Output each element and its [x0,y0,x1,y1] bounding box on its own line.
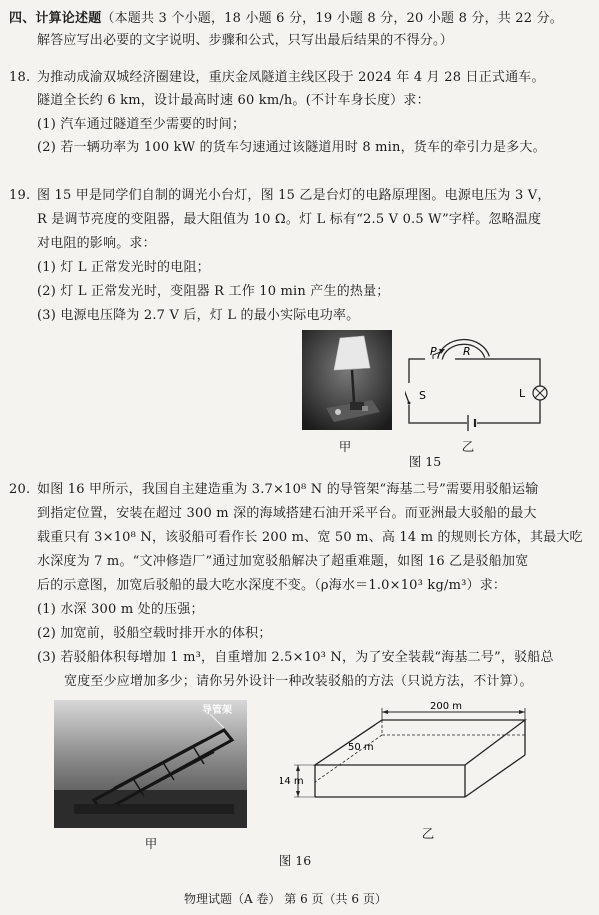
fig16-label-jia: 甲 [144,836,158,851]
q19-part-3: (3) 电源电压降为 2.7 V 后，灯 L 的最小实际电功率。 [37,308,360,323]
q19-stem-line3: 对电阻的影响。求： [37,236,156,251]
jacket-photo [54,700,247,828]
q19-number: 19. [9,188,31,203]
page-footer: 物理试题（A 卷） 第 6 页（共 6 页） [184,892,387,906]
q18-number: 18. [9,70,31,85]
q20-part-3-line2: 宽度至少应增加多少；请你另外设计一种改装驳船的方法（只说方法，不计算）。 [64,674,533,689]
q19-stem-line1 [9,187,551,204]
q20-stem-text1: 如图 16 甲所示，我国自主建造重为 3.7×10⁸ N 的导管架“海基二号”需要用驳船运输 [37,482,539,497]
lamp-photo [302,330,392,430]
fig15-caption: 图 15 [408,454,442,469]
fig16-caption: 图 16 [278,853,312,868]
circuit-label-p: P [430,345,437,358]
q20-stem-line1 [9,481,539,498]
q19-stem-text1: 图 15 甲是同学们自制的调光小台灯，图 15 乙是台灯的电路原理图。电源电压为 3 V， [37,188,551,203]
q20-part-2: (2) 加宽前，驳船空载时排开水的体积； [37,626,272,641]
section-note-line2: 解答应写出必要的文字说明、步骤和公式，只写出最后结果的不得分。） [37,33,453,48]
dim-height-label: 14 m [280,776,304,787]
section-title: 四、计算论述题 [9,11,102,26]
fig15-label-yi: 乙 [461,439,475,454]
q18-stem-text1: 为推动成渝双城经济圈建设，重庆金凤隧道主线区段于 2024 年 4 月 28 日正式通车。 [37,70,545,85]
section-header [9,10,563,27]
q19-stem-line2: R 是调节亮度的变阻器，最大阻值为 10 Ω。灯 L 标有“2.5 V 0.5 W”字样。忽略温度 [37,212,542,227]
q19-part-1: (1) 灯 L 正常发光时的电阻； [37,260,210,275]
barge-diagram [280,700,540,820]
q20-number: 20. [9,482,31,497]
circuit-label-l: L [519,387,526,400]
q20-stem-line2: 到指定位置，安装在超过 300 m 深的海域搭建石油开采平台。而亚洲最大驳船的最大 [37,506,537,521]
q20-stem-line5: 后的示意图，加宽后驳船的最大吃水深度不变。（ρ海水＝1.0×10³ kg/m³）求： [37,578,507,593]
fig15-label-jia: 甲 [338,439,352,454]
circuit-label-s: S [419,389,426,402]
q19-part-2: (2) 灯 L 正常发光时，变阻器 R 工作 10 min 产生的热量； [37,284,390,299]
dim-width-label: 50 m [348,742,374,753]
circuit-diagram [405,335,560,435]
fig16-label-yi: 乙 [421,826,435,841]
q18-stem-line2: 隧道全长约 6 km，设计最高时速 60 km/h。(不计车身长度）求： [37,93,430,108]
q18-stem-line1 [9,69,545,86]
q20-stem-line3: 载重只有 3×10⁸ N，该驳船可看作长 200 m、宽 50 m、高 14 m 的规则长方体，其最大吃 [37,530,583,545]
circuit-label-r: R [463,345,471,358]
dim-length-label: 200 m [430,701,463,712]
q18-part-2: (2) 若一辆功率为 100 kW 的货车匀速通过该隧道用时 8 min，货车的牵引力是多大。 [37,140,546,155]
q18-part-1: (1) 汽车通过隧道至少需要的时间； [37,117,246,132]
photo-label-jacket: 导管架 [202,705,232,716]
q20-part-3-line1: (3) 若驳船体积每增加 1 m³，自重增加 2.5×10³ N，为了安全装载“海基二号”，驳船总 [37,650,554,665]
q20-part-1: (1) 水深 300 m 处的压强； [37,602,204,617]
q20-stem-line4: 水深度为 7 m。“文冲修造厂”通过加宽驳船解决了超重难题，如图 16 乙是驳船加宽 [37,554,529,569]
section-note-line1: （本题共 3 个小题，18 小题 6 分，19 小题 8 分，20 小题 8 分，共 22 分。 [101,11,563,26]
